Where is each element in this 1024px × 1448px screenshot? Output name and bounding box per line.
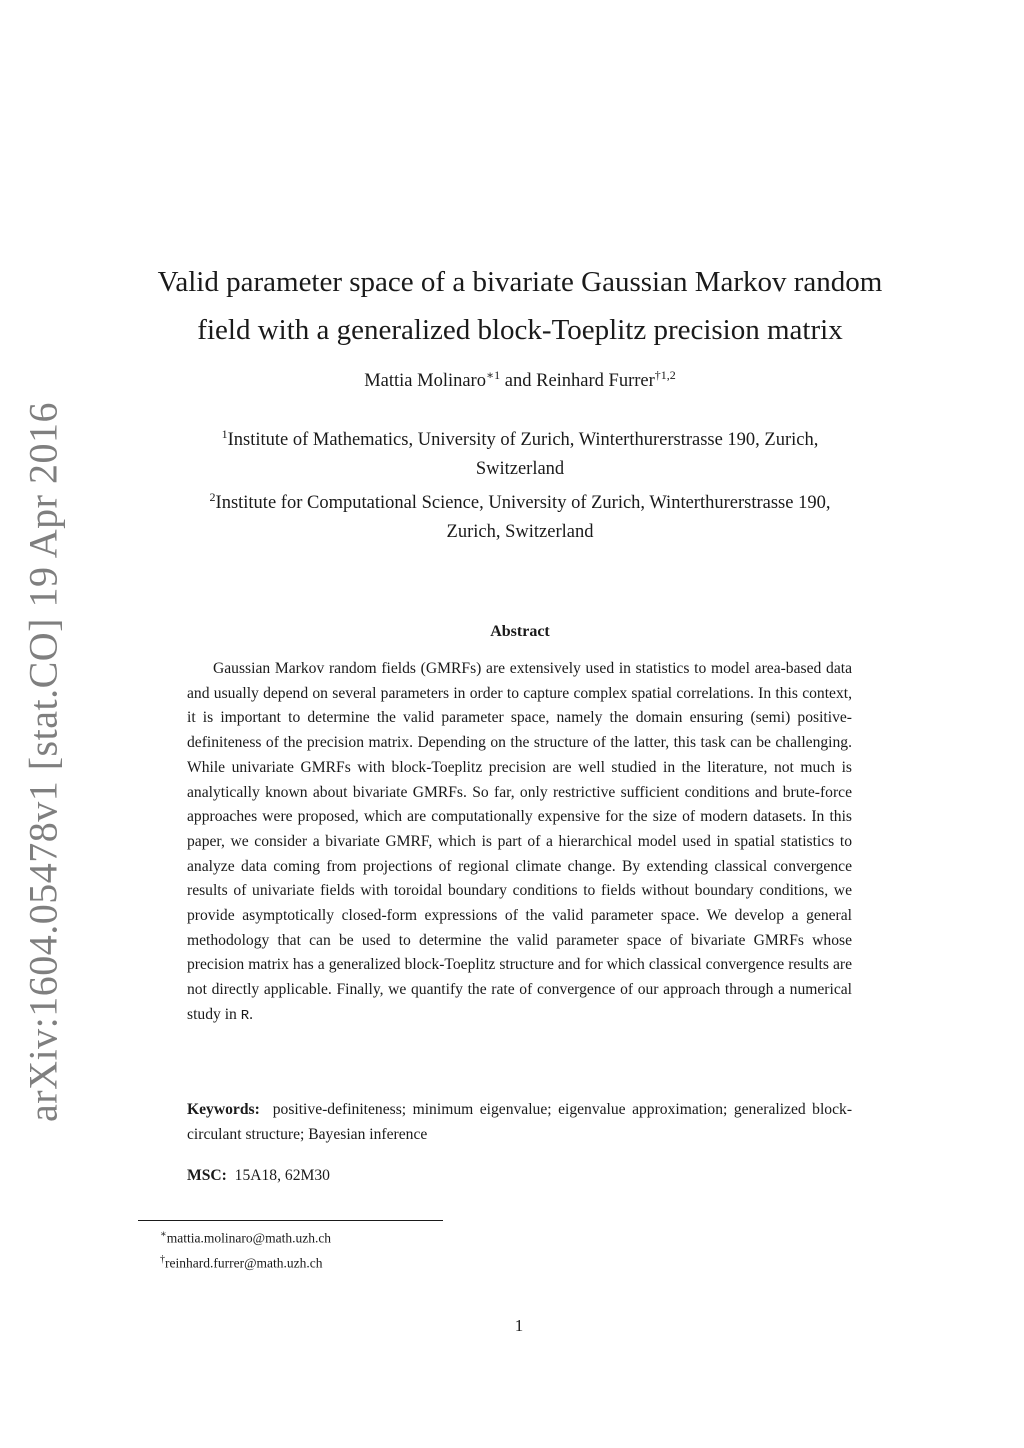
author-name-1: Mattia Molinaro <box>364 371 486 392</box>
footnote-2-mark: † <box>160 1253 165 1265</box>
author-1-marks: ∗1 <box>485 368 501 382</box>
affiliation-list <box>120 420 920 546</box>
abstract-text: Gaussian Markov random fields (GMRFs) are extensively used in statistics to model area-based data and usually depend on several parameters in order to capture complex spatial correlations. In this context, it is important to determine the valid parameter space, namely the domain ensuring (semi) positive-definiteness of the precision matrix. Depending on the structure of the latter, this task can be challenging. While univariate GMRFs with block-Toeplitz precision are well studied in the literature, not much is analytically known about bivariate GMRFs. So far, only restrictive sufficient conditions and brute-force approaches were proposed, which are computationally expensive for the size of modern datasets. In this paper, we consider a bivariate GMRF, which is part of a hierarchical model used in spatial statistics to analyze data coming from projections of regional climate change. By extending classical convergence results of univariate fields with toroidal boundary conditions to fields without boundary conditions, we provide asymptotically closed-form expressions of the valid parameter space. We develop a general methodology that can be used to determine the valid parameter space of bivariate GMRFs whose precision matrix has a generalized block-Toeplitz structure and for which classical convergence results are not directly applicable. Finally, we quantify the rate of convergence of our approach through a numerical study in <box>187 660 852 1023</box>
affiliation-2-mark: 2 <box>209 490 216 505</box>
msc-section <box>187 1167 330 1185</box>
author-connector: and <box>500 371 537 392</box>
msc-text: 15A18, 62M30 <box>234 1167 330 1184</box>
affiliation-2-line-2: Zurich, Switzerland <box>446 521 594 542</box>
title-line-1: Valid parameter space of a bivariate Gaussian Markov random <box>157 266 883 298</box>
arxiv-identifier-stamp: arXiv:1604.05478v1 [stat.CO] 19 Apr 2016 <box>20 402 66 1122</box>
affiliation-1 <box>120 420 920 483</box>
abstract-end: . <box>249 1005 254 1023</box>
footnote-2-email: reinhard.furrer@math.uzh.ch <box>165 1255 323 1270</box>
msc-label: MSC: <box>187 1167 227 1184</box>
footnote-1-email: mattia.molinaro@math.uzh.ch <box>166 1230 332 1246</box>
author-list <box>120 368 920 392</box>
footnote-1 <box>160 1224 331 1249</box>
keywords-label: Keywords: <box>187 1101 260 1118</box>
author-2-marks: †1,2 <box>654 368 676 382</box>
keywords-section <box>187 1098 852 1147</box>
title-line-2: field with a generalized block-Toeplitz precision matrix <box>197 314 843 346</box>
author-name-2: Reinhard Furrer <box>536 371 655 392</box>
affiliation-1-line-2: Switzerland <box>475 458 565 479</box>
affiliation-1-line-1: Institute of Mathematics, University of Zurich, Winterthurerstrasse 190, Zurich, <box>227 430 819 451</box>
affiliation-1-mark: 1 <box>221 427 228 441</box>
keywords-text: positive-definiteness; minimum eigenvalue; eigenvalue approximation; generalized block-circulant structure; Bayesian inference <box>187 1101 853 1143</box>
footnote-2 <box>160 1249 331 1274</box>
paper-title <box>120 258 920 354</box>
abstract-software-name: R <box>240 1007 250 1024</box>
affiliation-2-line-1: Institute for Computational Science, University of Zurich, Winterthurerstrasse 190, <box>215 493 831 514</box>
abstract-heading: Abstract <box>490 623 550 640</box>
affiliation-2 <box>120 483 920 546</box>
footnote-rule <box>138 1220 443 1221</box>
page-number: 1 <box>514 1316 524 1335</box>
footnote-1-mark: ∗ <box>160 1229 167 1240</box>
footnotes <box>160 1224 331 1273</box>
abstract-body <box>187 657 852 1029</box>
